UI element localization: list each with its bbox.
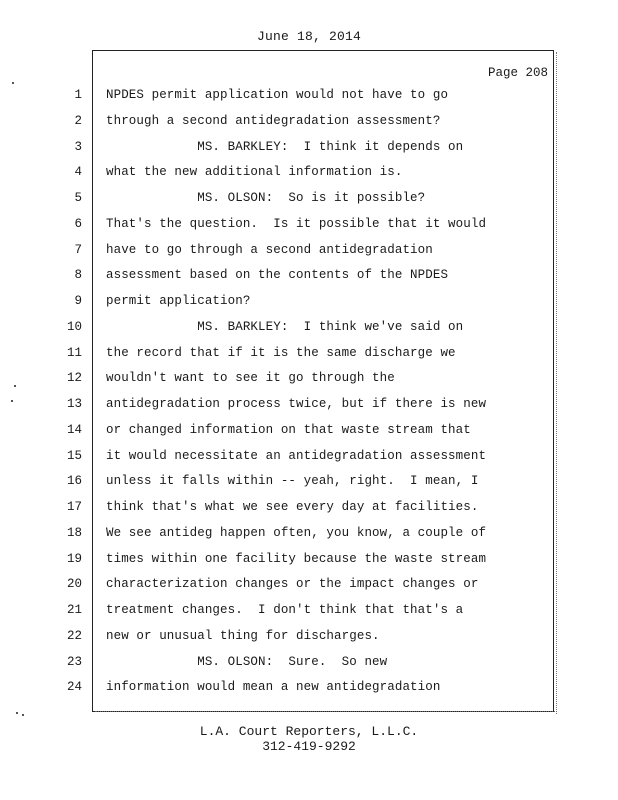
line-text: That's the question. Is it possible that it would [106, 216, 487, 231]
page-number: Page 208 [487, 66, 548, 80]
line-text: wouldn't want to see it go through the [106, 371, 395, 386]
line-number: 5 [74, 191, 82, 205]
scan-speck [14, 385, 16, 387]
line-text: through a second antidegradation assessment? [106, 113, 441, 128]
line-text: MS. BARKLEY: I think we've said on [106, 319, 464, 334]
line-number: 13 [66, 397, 82, 411]
line-number: 11 [66, 345, 82, 360]
line-text: it would necessitate an antidegradation assessment [106, 448, 487, 463]
line-number: 24 [66, 680, 82, 695]
reporter-phone: 312-419-9292 [262, 739, 356, 754]
line-text: times within one facility because the waste stream [106, 551, 487, 566]
line-number: 16 [66, 474, 82, 489]
line-number: 9 [74, 294, 82, 308]
reporter-firm: L.A. Court Reporters, L.L.C. [199, 724, 419, 739]
line-number: 7 [74, 242, 82, 257]
line-number: 14 [66, 422, 82, 437]
line-text: NPDES permit application would not have to go [106, 88, 449, 102]
line-number: 4 [74, 165, 82, 180]
line-number: 21 [66, 603, 82, 617]
scan-speck [22, 714, 24, 716]
line-text: or changed information on that waste stream that [106, 422, 471, 437]
line-text: have to go through a second antidegradation [106, 242, 433, 257]
scan-speck [16, 712, 18, 714]
line-text: permit application? [106, 294, 251, 308]
line-text: assessment based on the contents of the NPDES [106, 268, 449, 283]
line-number: 8 [74, 268, 82, 283]
line-text: unless it falls within -- yeah, right. I mean, I [106, 474, 479, 489]
line-number: 1 [74, 88, 82, 102]
frame-edge-shadow [556, 52, 559, 714]
line-text: think that's what we see every day at facilities. [106, 500, 479, 514]
line-number: 12 [66, 371, 82, 386]
line-number: 22 [66, 628, 82, 643]
transcript-date: June 18, 2014 [256, 29, 362, 44]
line-text: new or unusual thing for discharges. [106, 628, 380, 643]
line-number: 15 [66, 448, 82, 463]
line-number: 23 [66, 654, 82, 669]
line-text: MS. OLSON: So is it possible? [106, 191, 426, 205]
line-number: 3 [74, 139, 82, 154]
line-number: 10 [66, 319, 82, 334]
line-text: what the new additional information is. [106, 165, 403, 180]
line-text: MS. BARKLEY: I think it depends on [106, 139, 464, 154]
scan-speck [11, 400, 13, 402]
line-number: 17 [66, 500, 82, 514]
line-number: 2 [74, 113, 82, 128]
line-number: 19 [66, 551, 82, 566]
line-text: antidegradation process twice, but if there is new [106, 397, 487, 411]
line-text: information would mean a new antidegradation [106, 680, 441, 695]
line-text: MS. OLSON: Sure. So new [106, 654, 388, 669]
line-text: We see antideg happen often, you know, a couple of [106, 525, 487, 540]
scan-speck [12, 82, 14, 84]
line-text: characterization changes or the impact changes or [106, 577, 479, 592]
line-number: 18 [66, 525, 82, 540]
frame-bottom-shadow [95, 711, 557, 715]
line-text: the record that if it is the same discharge we [106, 345, 456, 360]
line-number: 6 [74, 216, 82, 231]
line-text: treatment changes. I don't think that that's a [106, 603, 464, 617]
line-number: 20 [66, 577, 82, 592]
